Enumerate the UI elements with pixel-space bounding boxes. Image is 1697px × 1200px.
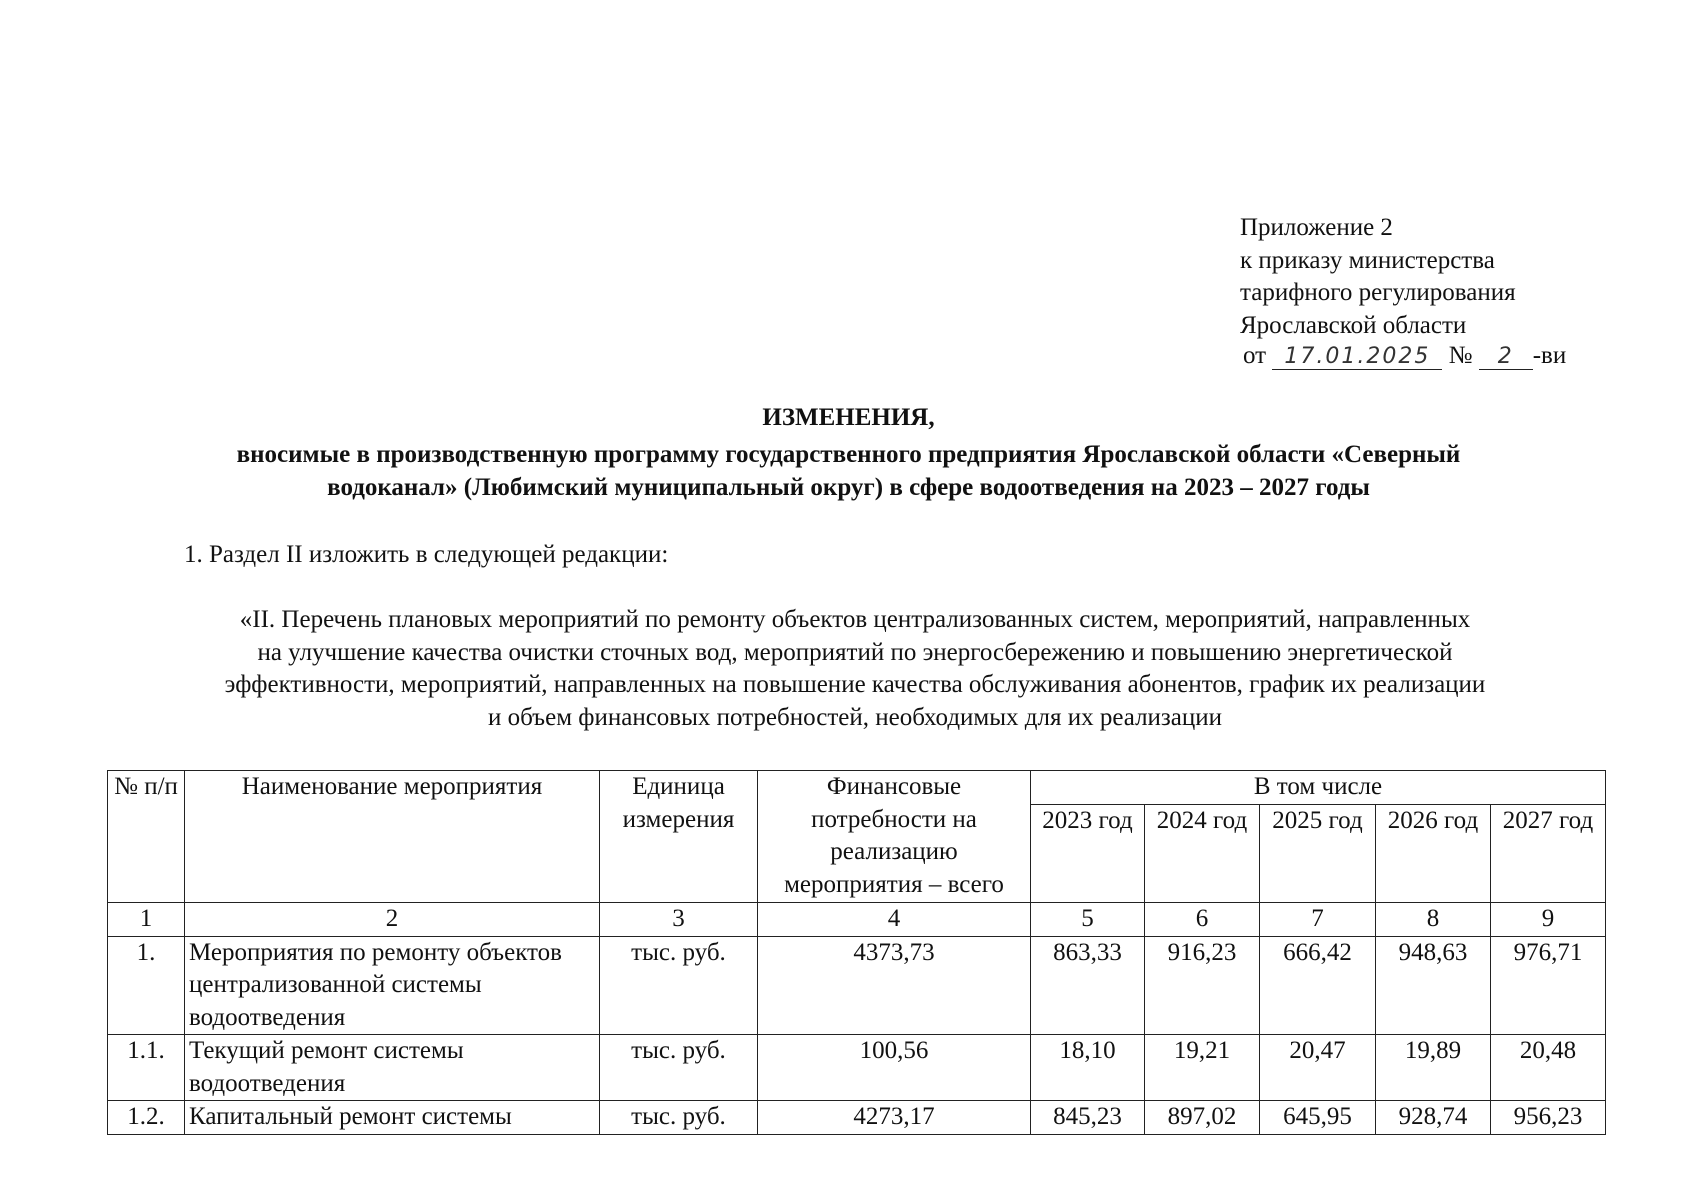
- appendix-line: Приложение 2: [1240, 214, 1393, 241]
- column-number: 4: [758, 903, 1031, 937]
- row-year-value: 956,23: [1491, 1101, 1606, 1135]
- header-unit: Единица измерения: [600, 771, 758, 903]
- column-number: 2: [185, 903, 600, 937]
- header-year: 2025 год: [1260, 804, 1376, 903]
- row-year-value: 18,10: [1031, 1035, 1145, 1101]
- order-date-handwritten: 17.01.2025: [1272, 344, 1442, 370]
- row-year-value: 645,95: [1260, 1101, 1376, 1135]
- appendix-line: тарифного регулирования: [1240, 279, 1516, 306]
- document-subheading-line: водоканал» (Любимский муниципальный округ) в сфере водоотведения на 2023 – 2027 годы: [327, 474, 1370, 501]
- row-unit: тыс. руб.: [600, 1101, 758, 1135]
- row-name: Текущий ремонт системы водоотведения: [185, 1035, 600, 1101]
- row-num: 1.: [108, 936, 185, 1035]
- order-prefix: от: [1243, 342, 1267, 369]
- table-row: [108, 1101, 1606, 1135]
- appendix-line: Ярославской области: [1240, 311, 1467, 339]
- quote-line: эффективности, мероприятий, направленных на повышение качества обслуживания абонентов, график их реализации: [224, 671, 1486, 698]
- row-name: Мероприятия по ремонту объектов централизованной системы водоотведения: [185, 936, 600, 1035]
- order-number-sign: №: [1448, 342, 1473, 369]
- row-total: 4273,17: [758, 1101, 1031, 1135]
- header-financial-total: Финансовые потребности на реализацию мероприятия – всего: [758, 771, 1031, 903]
- header-year: 2026 год: [1376, 804, 1491, 903]
- quote-line: на улучшение качества очистки сточных вод, мероприятий по энергосбережению и повышению энергетической: [257, 638, 1453, 666]
- column-number: 3: [600, 903, 758, 937]
- header-num: № п/п: [108, 771, 185, 903]
- order-suffix: -ви: [1532, 342, 1567, 369]
- row-num: 1.1.: [108, 1035, 185, 1101]
- row-year-value: 19,89: [1376, 1035, 1491, 1101]
- appendix-block: [1240, 212, 1516, 342]
- row-name: Капитальный ремонт системы: [185, 1101, 600, 1135]
- column-number: 9: [1491, 903, 1606, 937]
- row-year-value: 863,33: [1031, 936, 1145, 1035]
- quote-line: «II. Перечень плановых мероприятий по ремонту объектов централизованных систем, мероприятий, направленных: [239, 606, 1471, 633]
- column-number: 7: [1260, 903, 1376, 937]
- row-unit: тыс. руб.: [600, 1035, 758, 1101]
- row-year-value: 928,74: [1376, 1101, 1491, 1135]
- row-year-value: 897,02: [1145, 1101, 1260, 1135]
- row-year-value: 19,21: [1145, 1035, 1260, 1101]
- measures-table: [107, 770, 1606, 1135]
- order-reference: [1243, 342, 1566, 370]
- header-name: Наименование мероприятия: [185, 771, 600, 903]
- column-number: 8: [1376, 903, 1491, 937]
- row-unit: тыс. руб.: [600, 936, 758, 1035]
- section-title-quote: [110, 604, 1600, 734]
- row-year-value: 20,48: [1491, 1035, 1606, 1101]
- header-year: 2023 год: [1031, 804, 1145, 903]
- row-year-value: 916,23: [1145, 936, 1260, 1035]
- row-total: 4373,73: [758, 936, 1031, 1035]
- section-instruction: 1. Раздел II изложить в следующей редакции:: [184, 541, 669, 568]
- document-subheading-line: вносимые в производственную программу государственного предприятия Ярославской области «Северный: [236, 441, 1461, 468]
- header-year: 2027 год: [1491, 804, 1606, 903]
- row-year-value: 20,47: [1260, 1035, 1376, 1101]
- column-number: 6: [1145, 903, 1260, 937]
- row-year-value: 976,71: [1491, 936, 1606, 1035]
- row-year-value: 666,42: [1260, 936, 1376, 1035]
- table-row: [108, 936, 1606, 1035]
- appendix-line: к приказу министерства: [1240, 246, 1495, 274]
- document-heading: ИЗМЕНЕНИЯ,: [762, 404, 935, 431]
- row-year-value: 845,23: [1031, 1101, 1145, 1135]
- column-number: 1: [108, 903, 185, 937]
- row-year-value: 948,63: [1376, 936, 1491, 1035]
- order-number-handwritten: 2: [1479, 344, 1533, 370]
- header-including: В том числе: [1031, 771, 1606, 805]
- quote-line: и объем финансовых потребностей, необходимых для их реализации: [487, 703, 1223, 731]
- header-year: 2024 год: [1145, 804, 1260, 903]
- row-total: 100,56: [758, 1035, 1031, 1101]
- column-number: 5: [1031, 903, 1145, 937]
- row-num: 1.2.: [108, 1101, 185, 1135]
- table-row: [108, 1035, 1606, 1101]
